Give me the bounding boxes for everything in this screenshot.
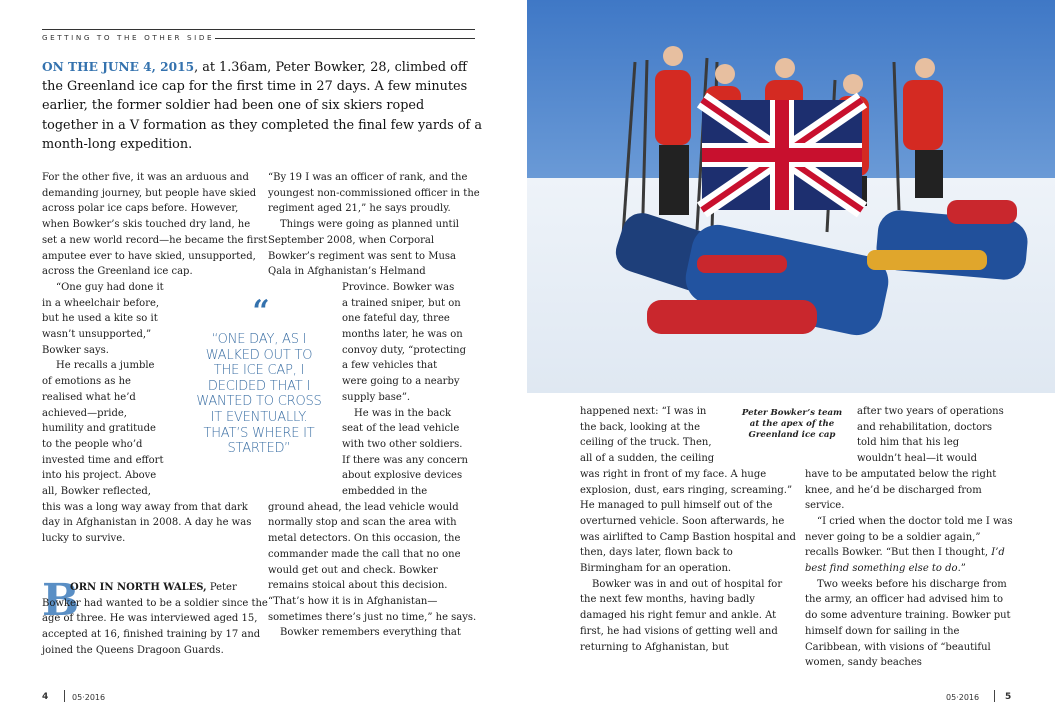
col1-paragraph-3	[42, 358, 176, 499]
text-line: months later, he was on	[342, 329, 463, 341]
column-4	[805, 404, 1015, 671]
text-line: supply base”.	[342, 391, 411, 403]
text-line: “One guy had done it	[56, 281, 164, 293]
expedition-photo	[527, 0, 1055, 393]
text-span: .”	[957, 563, 966, 575]
footer-divider	[994, 690, 995, 702]
section-b-text: Peter Bowker had wanted to be a soldier since the age of three. He was interviewed aged 15, accepted at 16, finished training by 17 and joined the Queens Dragoon Guards.	[42, 582, 268, 656]
col2-paragraph-2-wrap	[342, 280, 480, 500]
text-line: a few vehicles that	[342, 360, 438, 372]
text-line: a trained sniper, but on	[342, 297, 461, 309]
text-line: realised what he’d	[42, 391, 136, 403]
text-line: ceiling of the truck. Then,	[580, 437, 712, 449]
text-line: of emotions as he	[42, 376, 131, 388]
text-line: He recalls a jumble	[56, 360, 155, 372]
col1-paragraph-3-end: this was a long way away from that dark day in Afghanistan in 2008. A day he was lucky to survive.	[42, 501, 252, 545]
column-2	[268, 170, 480, 641]
text-line: humility and gratitude	[42, 423, 156, 435]
col2-paragraph-1: “By 19 I was an officer of rank, and the youngest non-commissioned officer in the regiment aged 21,” he says proudly.	[268, 172, 480, 215]
text-span: “I cried when the doctor told me I was never going to be a soldier again,” recalls Bowker. “But then I thought,	[805, 515, 1013, 559]
text-line: one fateful day, three	[342, 313, 450, 325]
col4-paragraph-1-end: have to be amputated below the right knee, and he’d be discharged from service.	[805, 468, 997, 512]
text-line: were going to a nearby	[342, 376, 460, 388]
text-line: achieved—pride,	[42, 407, 127, 419]
intro-text: , at 1.36am, Peter Bowker, 28, climbed off the Greenland ice cap for the first time in 27 days. A few minutes earlier, the former soldier had been one of six skiers roped together in a V formation as they completed the final few yards of a month-long expedition.	[42, 60, 482, 152]
text-line: wasn’t unsupported,”	[42, 329, 152, 341]
header-rule	[42, 29, 475, 30]
col4-wrap	[857, 404, 1015, 467]
text-line: with two other soldiers.	[342, 438, 463, 450]
text-line: wouldn’t heal—it would	[857, 453, 977, 465]
footer-divider	[64, 690, 65, 702]
text-line: and rehabilitation, doctors	[857, 421, 993, 433]
text-line: all, Bowker reflected,	[42, 486, 151, 498]
quote-mark-icon: “	[252, 294, 266, 329]
italic-text: I’d best find something else to do	[805, 547, 1005, 575]
col1-paragraph-1: For the other five, it was an arduous and demanding journey, but people have skied across polar ice caps before. However, when Bowker’s skis touched dry land, he set a new world record—he became the first amputee ever to have skied, unsupported, across the Greenland ice cap.	[42, 172, 268, 278]
section-title: GETTING TO THE OTHER SIDE	[42, 33, 215, 42]
col4-paragraph-3: Two weeks before his discharge from the army, an officer had advised him to do some adventure training. Bowker put himself down for sailing in the Caribbean, with visions of “beautiful women, sandy beaches	[805, 578, 1011, 669]
col4-paragraph-2	[805, 514, 1015, 577]
text-line: Province. Bowker was	[342, 281, 455, 293]
photo-caption: Peter Bowker’s team at the apex of the Greenland ice cap	[741, 408, 843, 441]
col2-paragraph-4: Bowker remembers everything that	[280, 627, 461, 639]
text-line: Bowker says.	[42, 344, 109, 356]
col2-paragraph-2: Things were going as planned until September 2008, when Corporal Bowker’s regiment was sent to Musa Qala in Afghanistan’s Helmand	[268, 219, 459, 278]
col2-paragraph-3-end: ground ahead, the lead vehicle would normally stop and scan the area with metal detectors. On this occasion, the commander made the call that no one would get out and check. Bowker remains stoical about this decision. “That’s how it is in Afghanistan—sometimes there’s just no time,” he says.	[268, 501, 477, 623]
pull-quote-text: “ONE DAY, AS I WALKED OUT TO THE ICE CAP, I DECIDED THAT I WANTED TO CROSS IT EVENTUALLY. THAT’S WHERE IT STARTED”	[196, 332, 322, 457]
col1-paragraph-2	[42, 280, 176, 359]
drop-cap: B	[42, 575, 80, 626]
intro-lead: ON THE JUNE 4, 2015	[42, 60, 195, 74]
text-line: He was in the back	[354, 407, 452, 419]
text-line: in a wheelchair before,	[42, 297, 160, 309]
text-line: all of a sudden, the ceiling	[580, 453, 715, 465]
text-line: to the people who’d	[42, 438, 143, 450]
intro-paragraph	[42, 58, 482, 154]
text-line: into his project. Above	[42, 470, 157, 482]
text-line: happened next: “I was in	[580, 406, 707, 417]
page-number-left: 4	[42, 692, 49, 702]
section-b-lead: ORN IN NORTH WALES,	[70, 582, 207, 593]
text-line: after two years of operations	[857, 406, 1004, 417]
text-line: told him that his leg	[857, 437, 960, 449]
text-line: convoy duty, “protecting	[342, 344, 467, 356]
header-rule-right	[215, 38, 475, 39]
text-line: about explosive devices	[342, 470, 463, 482]
text-line: but he used a kite so it	[42, 313, 158, 325]
photo-illustration	[527, 0, 1055, 393]
footer-date-right: 05·2016	[946, 693, 980, 702]
text-line: the back, looking at the	[580, 421, 700, 433]
text-line: invested time and effort	[42, 454, 164, 466]
page-number-right: 5	[1005, 692, 1012, 702]
column-3	[580, 404, 798, 655]
col3-paragraph-2: Bowker was in and out of hospital for the next few months, having badly damaged his right femur and ankle. At first, he had visions of getting well and returning to Afghanistan, but	[580, 578, 783, 653]
text-line: embedded in the	[342, 486, 428, 498]
footer-date-left: 05·2016	[72, 693, 106, 702]
text-line: seat of the lead vehicle	[342, 423, 460, 435]
section-b-paragraph	[42, 575, 268, 659]
text-line: If there was any concern	[342, 454, 468, 466]
col3-paragraph-1-end: was right in front of my face. A huge explosion, dust, ears ringing, screaming.” He managed to pull himself out of the overturned vehicle. Soon afterwards, he was airlifted to Camp Bastion hospital and then, days later, flown back to Birmingham for an operation.	[580, 468, 796, 575]
